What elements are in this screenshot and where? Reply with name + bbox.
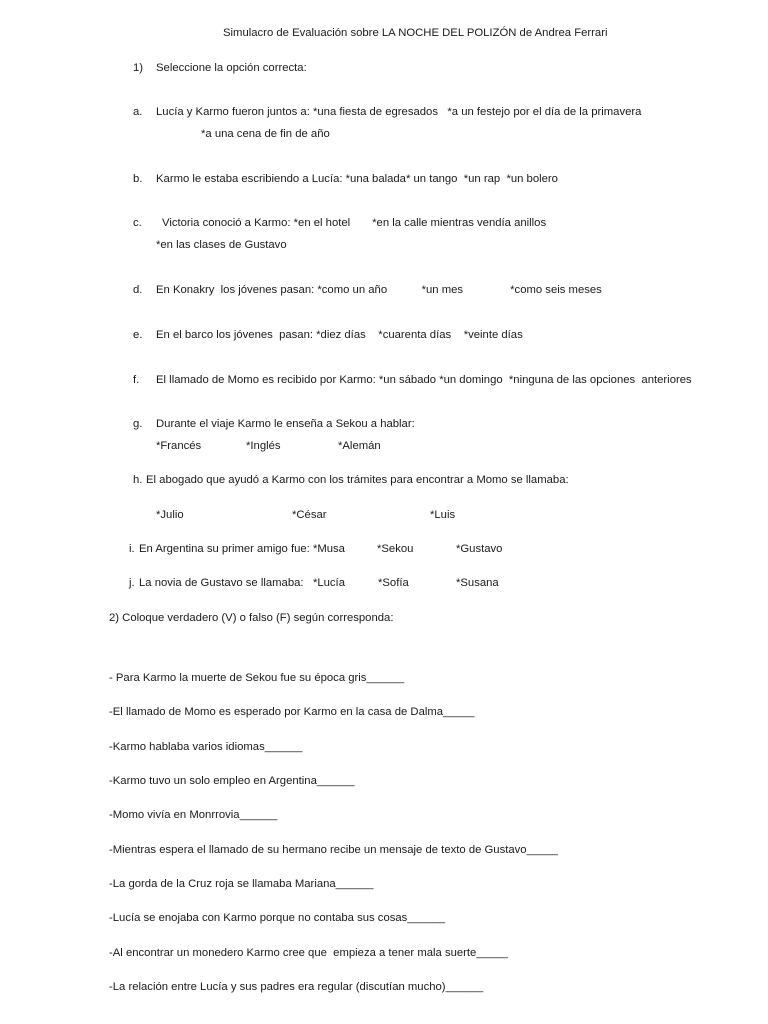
- question-a-marker: a.: [133, 106, 143, 118]
- question-h-option-1: *Julio: [156, 509, 184, 521]
- statement-5: -Momo vivía en Monrrovia______: [109, 809, 278, 821]
- question-j-option-1: *Sofía: [378, 577, 409, 589]
- question-d-text: En Konakry los jóvenes pasan: *como un año *un mes *como seis meses: [156, 284, 602, 296]
- section-1-number: 1): [133, 62, 144, 74]
- question-h-option-2: *César: [292, 509, 327, 521]
- statement-3: -Karmo hablaba varios idiomas______: [109, 741, 303, 753]
- statement-8: -Lucía se enojaba con Karmo porque no contaba sus cosas______: [109, 912, 445, 924]
- question-e-text: En el barco los jóvenes pasan: *diez días *cuarenta días *veinte días: [156, 329, 523, 341]
- question-b-marker: b.: [133, 173, 143, 185]
- question-c-continuation: *en las clases de Gustavo: [156, 239, 287, 251]
- question-d-marker: d.: [133, 284, 143, 296]
- question-i-option-2: *Gustavo: [456, 543, 503, 555]
- question-b-text: Karmo le estaba escribiendo a Lucía: *una balada* un tango *un rap *un bolero: [156, 173, 558, 185]
- statement-9: -Al encontrar un monedero Karmo cree que empieza a tener mala suerte_____: [109, 947, 508, 959]
- question-j-option-2: *Susana: [456, 577, 499, 589]
- question-j-text: La novia de Gustavo se llamaba: *Lucía: [139, 577, 345, 589]
- question-g-text: Durante el viaje Karmo le enseña a Sekou a hablar:: [156, 418, 415, 430]
- question-f-text: El llamado de Momo es recibido por Karmo: *un sábado *un domingo *ninguna de las opciones anteriores: [156, 374, 692, 386]
- question-g-option-2: *Inglés: [246, 440, 281, 452]
- question-h-marker: h.: [133, 474, 143, 486]
- statement-10: -La relación entre Lucía y sus padres era regular (discutían mucho)______: [109, 981, 484, 993]
- section-1-heading: Seleccione la opción correcta:: [156, 62, 307, 74]
- page-title: Simulacro de Evaluación sobre LA NOCHE DEL POLIZÓN de Andrea Ferrari: [223, 27, 608, 39]
- question-g-option-3: *Alemán: [338, 440, 381, 452]
- question-i-option-1: *Sekou: [377, 543, 414, 555]
- question-i-marker: i.: [129, 543, 135, 555]
- question-a-text: Lucía y Karmo fueron juntos a: *una fiesta de egresados *a un festejo por el día de la primavera: [156, 106, 642, 118]
- question-h-text: El abogado que ayudó a Karmo con los trámites para encontrar a Momo se llamaba:: [146, 474, 569, 486]
- question-j-marker: j.: [129, 577, 135, 589]
- statement-6: -Mientras espera el llamado de su hermano recibe un mensaje de texto de Gustavo_____: [109, 844, 559, 856]
- question-a-continuation: *a una cena de fin de año: [201, 128, 330, 140]
- statement-2: -El llamado de Momo es esperado por Karmo en la casa de Dalma_____: [109, 706, 475, 718]
- question-f-marker: f.: [133, 374, 140, 386]
- statement-1: - Para Karmo la muerte de Sekou fue su época gris______: [109, 672, 405, 684]
- question-c-marker: c.: [133, 217, 142, 229]
- question-c-text: Victoria conoció a Karmo: *en el hotel *en la calle mientras vendía anillos: [162, 217, 547, 229]
- question-i-text: En Argentina su primer amigo fue: *Musa: [139, 543, 345, 555]
- question-g-option-1: *Francés: [156, 440, 202, 452]
- question-h-option-3: *Luis: [430, 509, 456, 521]
- statement-4: -Karmo tuvo un solo empleo en Argentina______: [109, 775, 355, 787]
- statement-7: -La gorda de la Cruz roja se llamaba Mariana______: [109, 878, 374, 890]
- section-2-heading: 2) Coloque verdadero (V) o falso (F) según corresponda:: [109, 612, 394, 624]
- question-g-marker: g.: [133, 418, 143, 430]
- question-e-marker: e.: [133, 329, 143, 341]
